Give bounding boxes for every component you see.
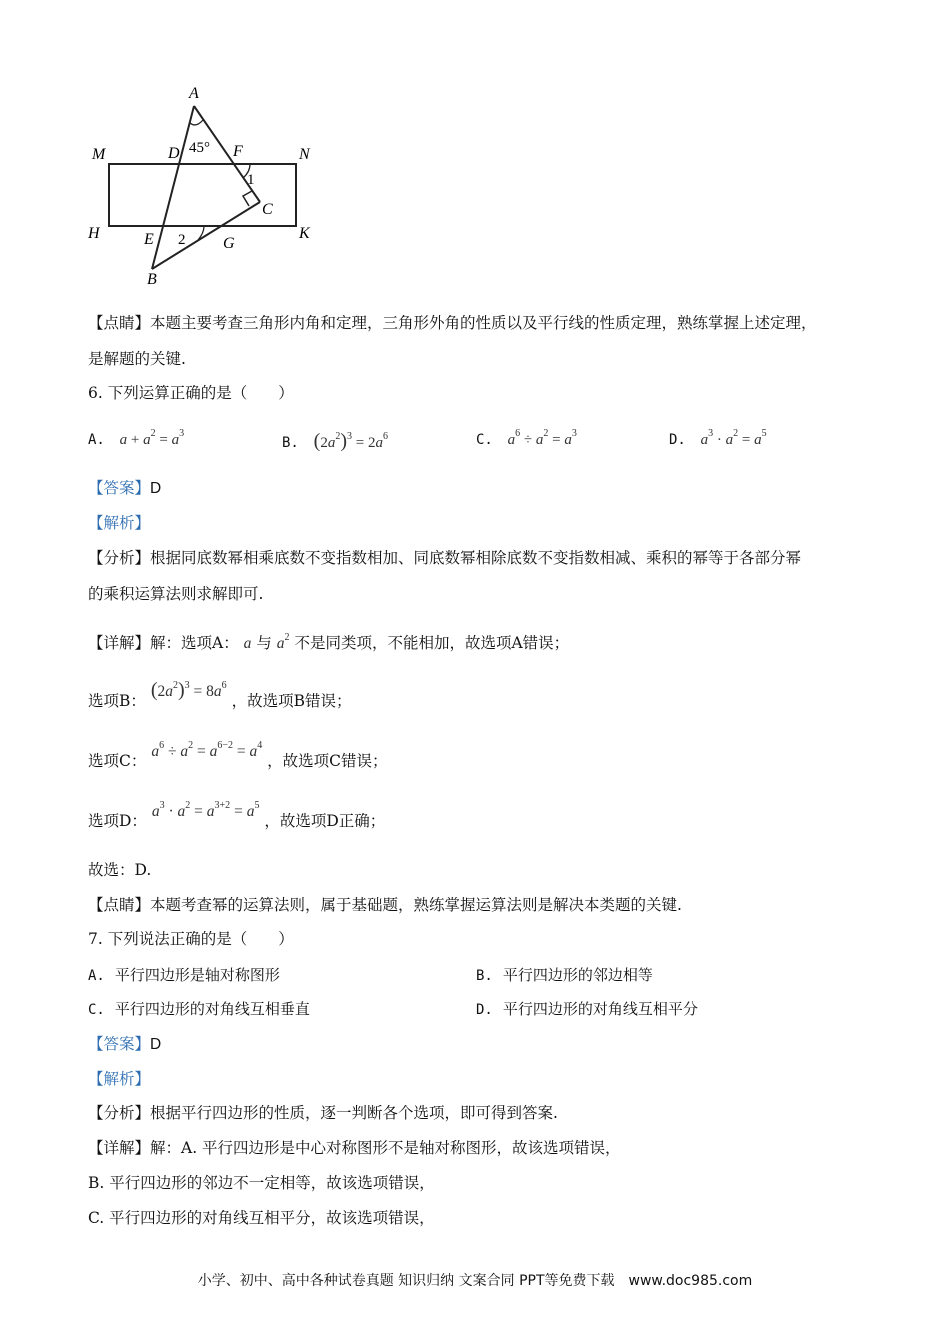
angle-arc-A <box>190 120 203 125</box>
q6-detail-c-suffix: ，故选项C错误； <box>267 752 388 770</box>
q7-option-d-text: 平行四边形的对角线互相平分 <box>502 1000 698 1018</box>
q6-analysis-line1: 【分析】根据同底数幂相乘底数不变指数相加、同底数幂相除底数不变指数相减、乘积的幂等于各部分幂 <box>88 549 802 567</box>
label-K: K <box>299 225 310 242</box>
label-C: C <box>262 201 273 218</box>
q7-option-d <box>476 998 698 1019</box>
q7-detail-line2: B. 平行四边形的邻边不一定相等，故该选项错误， <box>88 1174 435 1192</box>
q6-option-b <box>282 430 388 453</box>
q7-option-c-label: C. <box>88 1002 105 1018</box>
label-M: M <box>92 146 106 163</box>
q6-answer-value: D <box>150 480 162 497</box>
q6-detail-a <box>88 633 569 656</box>
q6-option-d-label: D. <box>669 432 686 448</box>
q6-option-c-expr: $a^6 \div a^2 = a^3$ <box>507 428 577 448</box>
q7-option-b <box>476 964 653 985</box>
q7-option-a <box>88 964 280 985</box>
q6-analysis-line2: 的乘积运算法则求解即可. <box>88 585 264 603</box>
label-2: 2 <box>178 232 186 248</box>
q6-option-b-label: B. <box>282 435 299 451</box>
q7-option-c-text: 平行四边形的对角线互相垂直 <box>114 1000 310 1018</box>
q6-answer-tag: 【答案】 <box>88 479 151 497</box>
label-1: 1 <box>247 172 255 188</box>
label-A: A <box>189 85 199 102</box>
q7-option-a-label: A. <box>88 968 105 984</box>
q6-option-a-expr: $a + a^2 = a^3$ <box>119 428 185 448</box>
q5-comment-line1: 【点睛】本题主要考查三角形内角和定理，三角形外角的性质以及平行线的性质定理，熟练掌握上述定理， <box>88 314 817 332</box>
q7-answer-tag: 【答案】 <box>88 1035 151 1053</box>
q6-option-c <box>476 430 577 449</box>
label-H: H <box>88 225 100 242</box>
q6-detail-d-expr: $a^3 \cdot a^2 = a^{3+2} = a^5$ <box>151 800 260 820</box>
q7-answer <box>88 1034 161 1055</box>
q7-jiexi: 【解析】 <box>88 1070 151 1088</box>
q6-answer <box>88 478 161 499</box>
q6-choose: 故选：D. <box>88 861 152 879</box>
line-CB <box>152 202 260 269</box>
q7-detail-line1: 【详解】解：A. 平行四边形是中心对称图形不是轴对称图形，故该选项错误， <box>88 1139 621 1157</box>
q6-comment: 【点睛】本题考查幂的运算法则，属于基础题，熟练掌握运算法则是解决本类题的关键. <box>88 896 682 914</box>
q6-option-d-expr: $a^3 \cdot a^2 = a^5$ <box>700 428 767 448</box>
label-D: D <box>168 145 180 162</box>
page-footer: 小学、初中、高中各种试卷真题 知识归纳 文案合同 PPT等免费下载 www.doc985.com <box>197 1273 753 1289</box>
q6-detail-d-suffix: ，故选项D正确； <box>264 812 386 830</box>
label-E: E <box>144 231 154 248</box>
q6-detail-b-suffix: ，故选项B错误； <box>231 692 352 710</box>
q6-detail-b-expr: $(2a^2)^3 = 8a^6$ <box>150 679 227 701</box>
q7-option-a-text: 平行四边形是轴对称图形 <box>114 966 280 984</box>
q6-detail-b-prefix: 选项B： <box>88 692 146 710</box>
q6-question: 6. 下列运算正确的是（ ） <box>88 384 294 402</box>
q7-detail-line3: C. 平行四边形的对角线互相平分，故该选项错误， <box>88 1209 435 1227</box>
q6-detail-d <box>88 800 386 834</box>
label-N: N <box>299 146 310 163</box>
q6-option-c-label: C. <box>476 432 493 448</box>
right-angle-mark <box>243 191 252 206</box>
q6-option-a-label: A. <box>88 432 105 448</box>
q7-analysis: 【分析】根据平行四边形的性质，逐一判断各个选项，即可得到答案. <box>88 1104 558 1122</box>
q6-detail-a-mid: 与 <box>256 634 272 652</box>
math-a: a <box>243 635 252 652</box>
q7-option-c <box>88 998 310 1019</box>
q6-option-d <box>669 430 767 449</box>
q6-option-a <box>88 430 184 449</box>
label-B: B <box>147 271 157 288</box>
q6-detail-tag: 【详解】解：选项A： <box>88 634 239 652</box>
q7-option-d-label: D. <box>476 1002 493 1018</box>
q6-detail-c-prefix: 选项C： <box>88 752 147 770</box>
q5-comment-line2: 是解题的关键. <box>88 350 186 368</box>
q6-detail-b <box>88 679 352 714</box>
geometry-figure <box>80 78 340 288</box>
q6-detail-c <box>88 740 388 774</box>
line-AB <box>152 106 194 269</box>
q7-option-b-label: B. <box>476 968 493 984</box>
math-a-squared: $a^2$ <box>276 632 290 652</box>
q6-jiexi: 【解析】 <box>88 514 151 532</box>
q6-detail-d-prefix: 选项D： <box>88 812 147 830</box>
q6-option-b-expr: $(2a^2)^3 = 2a^6$ <box>313 430 388 452</box>
label-G: G <box>223 235 235 252</box>
q6-detail-c-expr: $a^6 \div a^2 = a^{6-2} = a^4$ <box>151 740 263 760</box>
label-F: F <box>233 143 243 160</box>
q6-detail-a-end: 不是同类项，不能相加，故选项A错误； <box>294 634 570 652</box>
q7-question: 7. 下列说法正确的是（ ） <box>88 930 294 948</box>
q7-answer-value: D <box>150 1036 162 1053</box>
q7-option-b-text: 平行四边形的邻边相等 <box>502 966 653 984</box>
label-angle: 45° <box>189 140 210 156</box>
